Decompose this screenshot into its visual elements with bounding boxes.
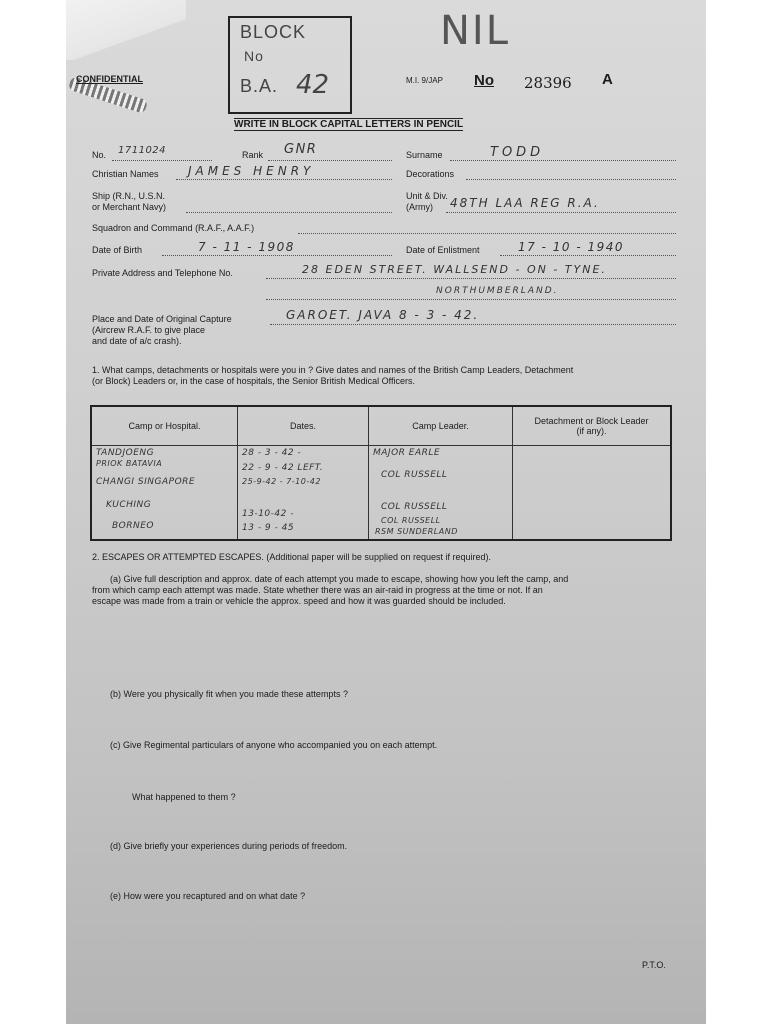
camp-entry: PRIOK BATAVIA <box>96 459 163 468</box>
camp-entry: CHANGI SINGAPORE <box>96 477 196 487</box>
capture-label-2: (Aircrew R.A.F. to give place <box>92 325 206 335</box>
surname-value: TODD <box>490 145 545 160</box>
stamp-line3: B.A. <box>240 76 279 96</box>
stamp-line1: BLOCK <box>240 22 307 42</box>
address-value-1: 28 EDEN STREET. WALLSEND - ON - TYNE. <box>302 263 607 276</box>
leader-entry: COL RUSSELL <box>381 516 441 525</box>
capture-label-3: and date of a/c crash). <box>92 336 182 346</box>
unit-label-2: (Army) <box>406 202 433 212</box>
capture-label-1: Place and Date of Original Capture <box>92 314 232 324</box>
leader-entry: MAJOR EARLE <box>373 448 441 458</box>
date-entry: 28 - 3 - 42 - <box>242 448 302 458</box>
date-entry: 25-9-42 - 7-10-42 <box>242 477 321 486</box>
block-stamp <box>228 16 352 114</box>
christian-names-label: Christian Names <box>92 169 159 179</box>
stamp-number: 42 <box>296 70 330 100</box>
serial-suffix: A <box>602 71 613 88</box>
address-value-2: NORTHUMBERLAND. <box>436 286 559 296</box>
dates-cell <box>238 446 369 541</box>
question-1-line-1: 1. What camps, detachments or hospitals were you in ? Give dates and names of the British Camp Leaders, Detachment <box>92 365 574 375</box>
ship-label-2: or Merchant Navy) <box>92 202 167 212</box>
camp-entry: KUCHING <box>106 500 152 510</box>
question-1-line-2: (or Block) Leaders or, in the case of hospitals, the Senior British Medical Officers. <box>92 376 415 386</box>
service-number-label: No. <box>92 150 107 160</box>
leader-entry: COL RUSSELL <box>381 502 448 512</box>
enlistment-label: Date of Enlistment <box>406 245 480 255</box>
dob-label: Date of Birth <box>92 245 143 255</box>
rank-value: GNR <box>284 142 318 157</box>
leaders-cell <box>369 446 513 541</box>
address-label: Private Address and Telephone No. <box>92 268 233 278</box>
confidential-label: CONFIDENTIAL <box>76 74 143 84</box>
number-label: No <box>474 72 494 89</box>
leader-entry: RSM SUNDERLAND <box>375 527 458 536</box>
question-2c-followup: What happened to them ? <box>132 792 236 802</box>
capture-value: GAROET. JAVA 8 - 3 - 42. <box>286 308 480 322</box>
header-camp-leader: Camp Leader. <box>369 406 513 446</box>
nil-mark: NIL <box>440 8 511 54</box>
question-2a-line-1: (a) Give full description and approx. date of each attempt you made to escape, showing how you left the camp, and <box>110 574 569 584</box>
detachment-cell <box>513 446 672 541</box>
question-2a-line-3: escape was made from a train or vehicle the approx. speed and how it was guarded should be included. <box>92 596 506 606</box>
header-detachment-leader: Detachment or Block Leader (if any). <box>513 406 672 446</box>
stamp-line2: No <box>244 48 264 64</box>
header-camp: Camp or Hospital. <box>91 406 238 446</box>
pto-label: P.T.O. <box>642 960 666 970</box>
leader-entry: COL RUSSELL <box>381 470 448 480</box>
camps-table-header <box>91 406 671 446</box>
question-2e: (e) How were you recaptured and on what date ? <box>110 891 306 901</box>
question-2b: (b) Were you physically fit when you made these attempts ? <box>110 689 348 699</box>
question-2c: (c) Give Regimental particulars of anyone who accompanied you on each attempt. <box>110 740 438 750</box>
form-sheet <box>66 0 706 1024</box>
mi-reference: M.I. 9/JAP <box>406 76 443 85</box>
camps-cell <box>91 446 238 541</box>
question-2a-line-2: from which camp each attempt was made. State whether there was an air-raid in progress at the time or not. If an <box>92 585 543 595</box>
camps-table <box>90 405 672 541</box>
squadron-label: Squadron and Command (R.A.F., A.A.F.) <box>92 223 255 233</box>
camp-entry: BORNEO <box>112 521 155 531</box>
christian-names-value: JAMES HENRY <box>188 164 315 178</box>
ship-label-1: Ship (R.N., U.S.N. <box>92 191 166 201</box>
unit-value: 48TH LAA REG R.A. <box>450 196 600 210</box>
serial-number: 28396 <box>524 74 572 92</box>
camps-table-body <box>91 446 671 541</box>
date-entry: 22 - 9 - 42 LEFT. <box>242 463 324 473</box>
header-dates: Dates. <box>238 406 369 446</box>
enlistment-value: 17 - 10 - 1940 <box>518 240 624 254</box>
pencil-instruction: WRITE IN BLOCK CAPITAL LETTERS IN PENCIL <box>234 119 464 130</box>
camp-entry: TANDJOENG <box>96 448 155 458</box>
rank-label: Rank <box>242 150 264 160</box>
dob-value: 7 - 11 - 1908 <box>198 240 295 254</box>
date-entry: 13 - 9 - 45 <box>242 523 295 533</box>
torn-corner <box>66 0 186 60</box>
date-entry: 13-10-42 - <box>242 509 294 519</box>
unit-label-1: Unit & Div. <box>406 191 448 201</box>
decorations-label: Decorations <box>406 169 455 179</box>
service-number-value: 1711024 <box>118 145 167 156</box>
question-2d: (d) Give briefly your experiences during periods of freedom. <box>110 841 348 851</box>
question-2-title: 2. ESCAPES OR ATTEMPTED ESCAPES. (Additional paper will be supplied on request if required). <box>92 552 492 562</box>
surname-label: Surname <box>406 150 443 160</box>
